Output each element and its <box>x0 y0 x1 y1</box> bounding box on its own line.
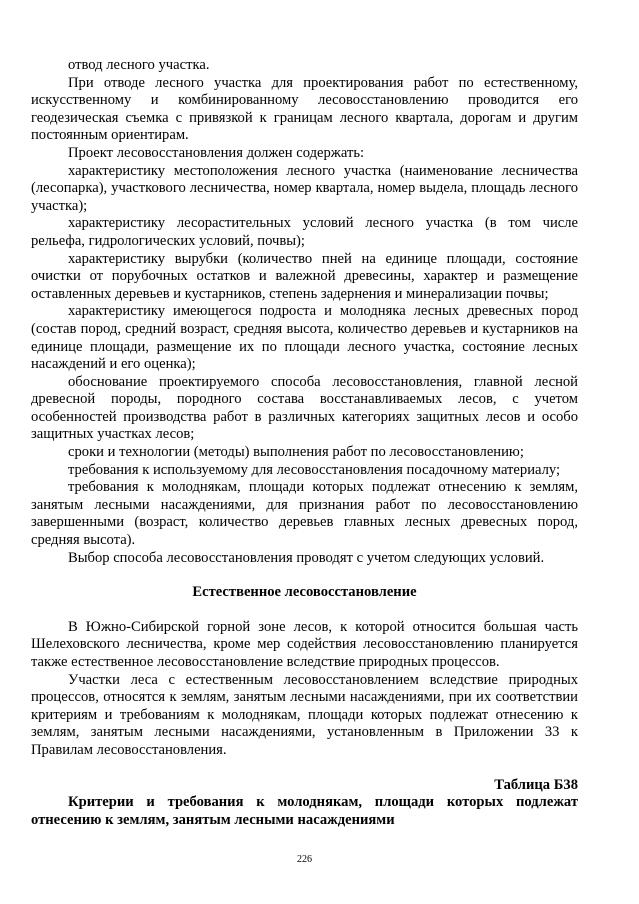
paragraph-clearing: характеристику вырубки (количество пней на единице площади, состояние очистки от порубочных остатков и валежной древесины, характер и размещение оставленных деревьев и кустарников, степень задернения и минерализации почвы; <box>31 250 578 302</box>
paragraph-natural-regeneration: В Южно-Сибирской горной зоне лесов, к которой относится большая часть Шелеховского лесничества, кроме мер содействия лесовосстановлению планируется также естественное лесовосстановление вследствие природных процессов. <box>31 618 578 670</box>
paragraph-method-justification: обоснование проектируемого способа лесовосстановления, главной лесной древесной породы, породного состава восстанавливаемых лесов, с учетом особенностей производства работ в различных категориях защитных лесов и особо защитных участках лесов; <box>31 373 578 443</box>
paragraph-natural-sites: Участки леса с естественным лесовосстановлением вследствие природных процессов, относятся к землям, занятым лесными насаждениями, при их соответствии критериям и требованиям к молоднякам, площади которых подлежат отнесению к землям, занятым лесными насаждениями, установленным в Приложении 33 к Правилам лесовосстановления. <box>31 671 578 758</box>
paragraph-project-contents: Проект лесовосстановления должен содержать: <box>68 144 365 161</box>
paragraph-method-choice: Выбор способа лесовосстановления проводят с учетом следующих условий. <box>68 549 545 566</box>
paragraph-undergrowth: характеристику имеющегося подроста и молодняка лесных древесных пород (состав пород, средний возраст, средняя высота, количество деревьев и кустарников на единице площади, размещение их по площади лесного участка, состояние лесных насаждений и его оценка); <box>31 303 578 373</box>
section-heading: Естественное лесовосстановление <box>192 584 417 601</box>
paragraph-timing: сроки и технологии (методы) выполнения работ по лесовосстановлению; <box>68 444 524 461</box>
table-title: Критерии и требования к молоднякам, площади которых подлежат отнесению к землям, занятым лесными насаждениями <box>31 794 578 828</box>
paragraph-location: характеристику местоположения лесного участка (наименование лесничества (лесопарка), участкового лесничества, номер квартала, номер выдела, площадь лесного участка); <box>31 162 578 214</box>
paragraph-planting-material: требования к используемому для лесовосстановления посадочному материалу; <box>68 461 561 478</box>
paragraph-survey: При отводе лесного участка для проектирования работ по естественному, искусственному и комбинированному лесовосстановлению проводится его геодезическая съемка с привязкой к границам лесного квартала, дорогам и другим постоянным ориентирам. <box>31 74 578 144</box>
page-number: 226 <box>297 854 312 865</box>
paragraph-allotment-end: отвод лесного участка. <box>68 57 210 73</box>
paragraph-growing-conditions: характеристику лесорастительных условий лесного участка (в том числе рельефа, гидрологических условий, почвы); <box>31 215 578 249</box>
document-body <box>31 57 578 829</box>
table-label: Таблица Б38 <box>494 776 578 793</box>
paragraph-young-stand-requirements: требования к молоднякам, площади которых подлежат отнесению к землям, занятым лесными насаждениями, для признания работ по лесовосстановлению завершенными (возраст, количество деревьев главных лесных древесных пород, средняя высота). <box>31 479 578 549</box>
